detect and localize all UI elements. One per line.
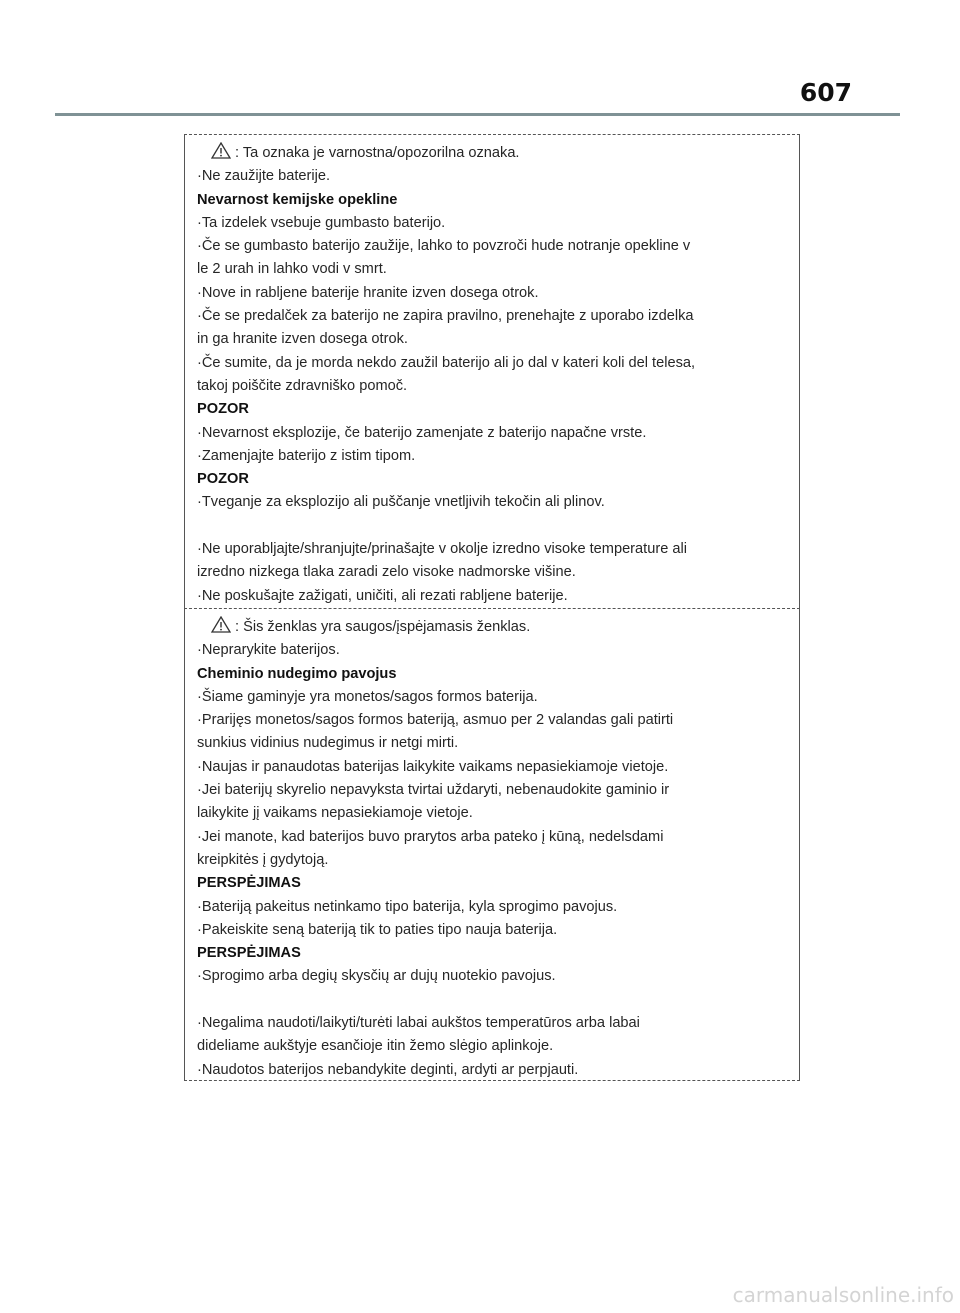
section-heading: PERSPĖJIMAS [197,875,301,892]
watermark-text: carmanualsonline.info [732,1283,954,1307]
text-line: ·Ne zaužijte baterije. [197,168,331,185]
notice-title: : Šis ženklas yra saugos/įspėjamasis ženklas. [235,619,531,635]
text-line: in ga hranite izven dosega otrok. [197,331,408,348]
section-heading: POZOR [197,401,249,418]
page-number: 607 [799,78,852,107]
text-line: ·Neprarykite baterijos. [197,642,340,659]
text-line: ·Če se gumbasto baterijo zaužije, lahko to povzroči hude notranje opekline v [197,238,691,255]
text-line: ·Ne uporabljajte/shranjujte/prinašajte v okolje izredno visoke temperature ali [197,541,687,558]
notice-title: : Ta oznaka je varnostna/opozorilna oznaka. [235,145,520,161]
text-line: ·Tveganje za eksplozijo ali puščanje vnetljivih tekočin ali plinov. [197,494,605,511]
text-line: ·Če se predalček za baterijo ne zapira pravilno, prenehajte z uporabo izdelka [197,308,694,325]
notice-lines [197,639,791,1082]
text-line: ·Negalima naudoti/laikyti/turėti labai aukštos temperatūros arba labai [197,1015,640,1032]
section-heading: PERSPĖJIMAS [197,945,301,962]
text-line: ·Ta izdelek vsebuje gumbasto baterijo. [197,214,446,231]
notice-body-slovenian [197,142,791,608]
text-line: ·Sprogimo arba degių skysčių ar dujų nuotekio pavojus. [197,968,556,985]
text-line: ·Naudotos baterijos nebandykite deginti, ardyti ar perpjauti. [197,1061,579,1078]
text-line: ·Zamenjajte baterijo z istim tipom. [197,447,416,464]
text-line: ·Jei manote, kad baterijos buvo prarytos arba pateko į kūną, nedelsdami [197,828,664,845]
text-line: ·Ne poskušajte zažigati, uničiti, ali rezati rabljene baterije. [197,587,568,604]
text-line: ·Prarijęs monetos/sagos formos bateriją, asmuo per 2 valandas gali patirti [197,712,674,729]
text-line: takoj poiščite zdravniško pomoč. [197,377,408,394]
text-line: sunkius vidinius nudegimus ir netgi mirti. [197,735,459,752]
text-line: laikykite jį vaikams nepasiekiamoje vietoje. [197,805,473,822]
text-line: ·Nove in rabljene baterije hranite izven dosega otrok. [197,284,539,301]
section-heading: Nevarnost kemijske opekline [197,191,398,208]
text-line: ·Naujas ir panaudotas baterijas laikykite vaikams nepasiekiamoje vietoje. [197,758,669,775]
text-line: ·Bateriją pakeitus netinkamo tipo baterija, kyla sprogimo pavojus. [197,898,618,915]
header-rule [55,113,900,116]
blank-line [197,515,791,538]
text-line: ·Če sumite, da je morda nekdo zaužil baterijo ali jo dal v kateri koli del telesa, [197,354,696,371]
section-heading: Cheminio nudegimo pavojus [197,665,397,682]
blank-line [197,989,791,1012]
text-line: ·Nevarnost eksplozije, če baterijo zamenjate z baterijo napačne vrste. [197,424,647,441]
notice-lines [197,165,791,608]
section-heading: POZOR [197,471,249,488]
warning-triangle-icon [211,616,231,633]
text-line: dideliame aukštyje esančioje itin žemo slėgio aplinkoje. [197,1038,554,1055]
notice-box-slovenian [184,134,800,608]
warning-triangle-icon [211,142,231,159]
text-line: ·Jei baterijų skyrelio nepavyksta tvirtai uždaryti, nebenaudokite gaminio ir [197,782,670,799]
notice-body-lithuanian [197,616,791,1082]
text-line: kreipkitės į gydytoją. [197,851,329,868]
text-line: ·Šiame gaminyje yra monetos/sagos formos baterija. [197,688,538,705]
text-line: le 2 urah in lahko vodi v smrt. [197,261,387,278]
notice-box-lithuanian [184,608,800,1081]
text-line: izredno nizkega tlaka zaradi zelo visoke nadmorske višine. [197,564,576,581]
notice-title-line [197,142,791,165]
notice-title-line [197,616,791,639]
text-line: ·Pakeiskite seną bateriją tik to paties tipo nauja baterija. [197,921,558,938]
